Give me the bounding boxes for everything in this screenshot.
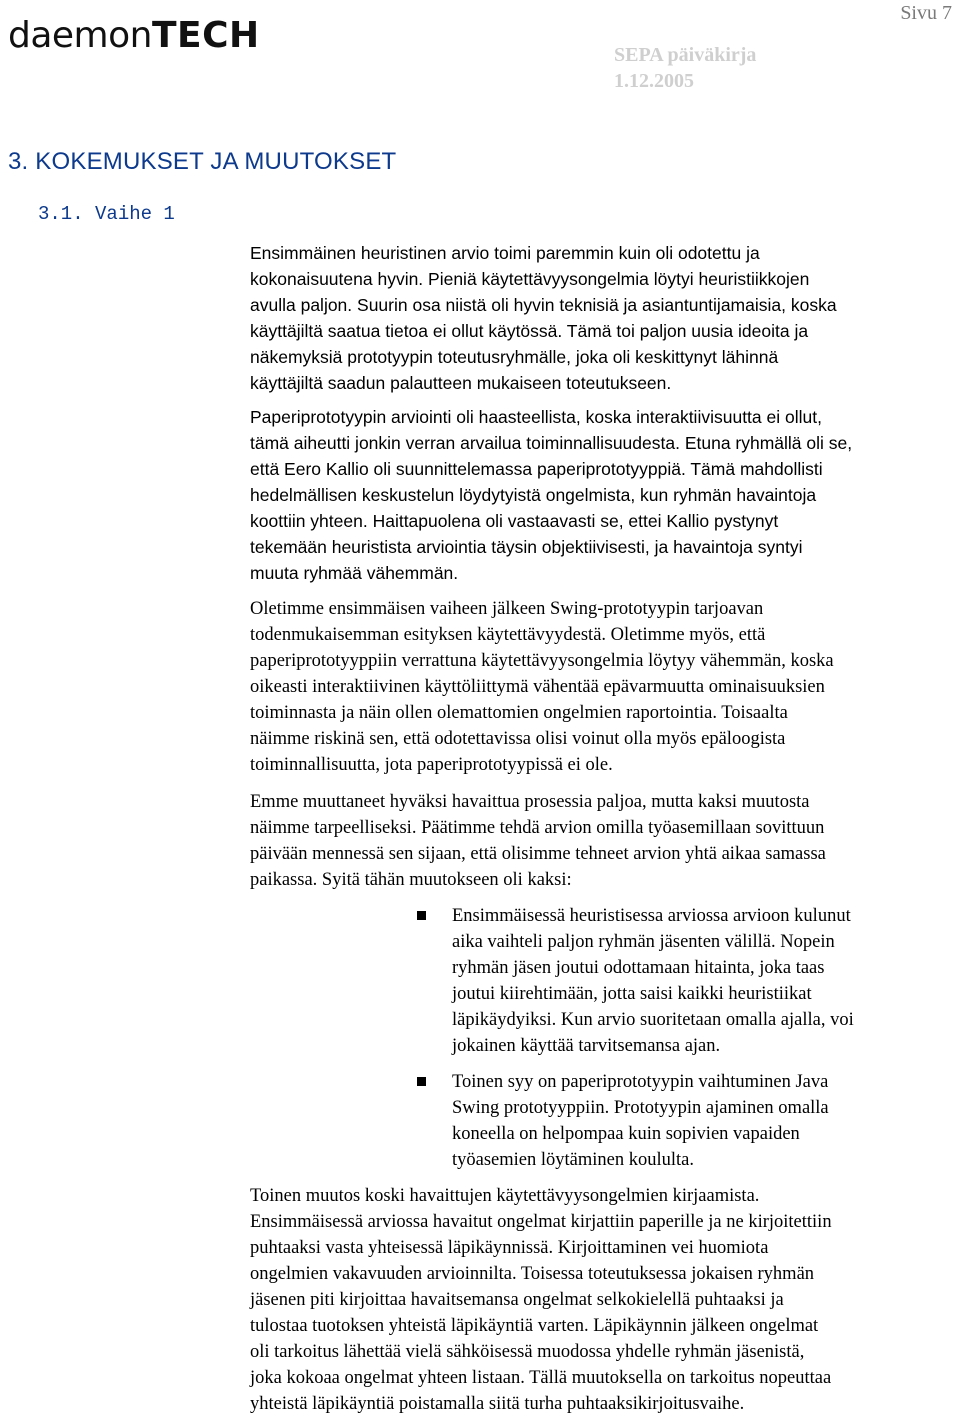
text-line: tämä aiheutti jonkin verran arvailua toiminnallisuudesta. Etuna ryhmällä oli se, — [250, 433, 853, 453]
text-line: toiminnallisuutta, jota paperiprototyypissä ei ole. — [250, 755, 613, 775]
bullet-square-icon — [417, 911, 426, 920]
paragraph-2 — [250, 404, 960, 586]
text-line: joutui kiirehtimään, jotta saisi kaikki heuristiikat — [452, 984, 812, 1004]
document-date: 1.12.2005 — [614, 70, 694, 92]
page-number: Sivu 7 — [900, 2, 952, 24]
text-line: työasemien löytäminen koululta. — [452, 1150, 694, 1170]
bullet-item-2 — [452, 1069, 952, 1173]
text-line: aika vaihteli paljon ryhmän jäsenten välillä. Nopein — [452, 932, 835, 952]
text-line: ongelmien vakavuuden arvioinnilta. Toisessa toteutuksessa jokaisen ryhmän — [250, 1264, 815, 1284]
text-line: hedelmällisen keskustelun löydytyistä ongelmista, kun ryhmän havaintoja — [250, 485, 817, 505]
text-line: Toinen syy on paperiprototyypin vaihtuminen Java — [452, 1072, 829, 1092]
text-line: paperiprototyyppiin verrattuna käytettävyysongelmia löytyy vähemmän, koska — [250, 651, 834, 671]
text-line: Paperiprototyypin arviointi oli haasteellista, koska interaktiivisuutta ei ollut, — [250, 407, 822, 427]
text-line: koottiin yhteen. Haittapuolena oli vastaavasti se, ettei Kallio pystynyt — [250, 511, 779, 531]
text-line: joka kokoaa ongelmat yhteen listaan. Tällä muutoksella on tarkoitus nopeuttaa — [250, 1368, 832, 1388]
text-line: kokonaisuutena hyvin. Pieniä käytettävyysongelmia löytyi heuristiikkojen — [250, 269, 810, 289]
text-line: Ensimmäinen heuristinen arvio toimi paremmin kuin oli odotettu ja — [250, 243, 760, 263]
text-line: näimme riskinä sen, että odotettavissa olisi voinut olla myös epäloogista — [250, 729, 786, 749]
text-line: että Eero Kallio oli suunnittelemassa paperiprototyyppiä. Tämä mahdollisti — [250, 459, 823, 479]
text-line: paikassa. Syitä tähän muutokseen oli kaksi: — [250, 870, 572, 890]
text-line: käyttäjiltä saadun palautteen mukaiseen toteutukseen. — [250, 373, 672, 393]
text-line: tulostaa tuotoksen yhteistä läpikäyntiä varten. Läpikäynnin jälkeen ongelmat — [250, 1316, 819, 1336]
text-line: läpikäydyiksi. Kun arvio suoritetaan omalla ajalla, voi — [452, 1010, 854, 1030]
text-line: jäsenen piti kirjoittaa havaitsemansa ongelmat selkokielellä puhtaaksi ja — [250, 1290, 784, 1310]
text-line: oli tarkoitus lähettää vielä sähköisessä muodossa yhdelle ryhmän jäsenistä, — [250, 1342, 805, 1362]
text-line: yhteistä läpikäyntiä poistamalla siitä turha puhtaaksikirjoitusvaihe. — [250, 1394, 745, 1414]
text-line: päivään mennessä sen sijaan, että olisimme tehneet arvion yhtä aikaa samassa — [250, 844, 826, 864]
text-line: todenmukaisemman esityksen käytettävyydestä. Oletimme myös, että — [250, 625, 766, 645]
company-logo: daemonTECH — [8, 15, 260, 56]
subsection-heading: 3.1. Vaihe 1 — [38, 203, 175, 225]
closing-paragraph — [250, 1183, 960, 1417]
document-title — [614, 42, 756, 94]
text-line: koneella on helpompaa kuin sopivien vapaiden — [452, 1124, 800, 1144]
bullet-item-1 — [452, 903, 952, 1059]
bullet-square-icon — [417, 1077, 426, 1086]
text-line: Ensimmäisessä arviossa havaitut ongelmat kirjattiin paperille ja ne kirjoitettiin — [250, 1212, 832, 1232]
text-line: näimme tarpeelliseksi. Päätimme tehdä arvion omilla työasemillaan sovittuun — [250, 818, 825, 838]
document-title-text: SEPA päiväkirja — [614, 44, 757, 66]
text-line: Toinen muutos koski havaittujen käytettävyysongelmien kirjaamista. — [250, 1186, 760, 1206]
section-heading: 3. KOKEMUKSET JA MUUTOKSET — [8, 148, 397, 175]
text-line: jokainen käyttää tarvitsemansa ajan. — [452, 1036, 721, 1056]
text-line: puhtaaksi vasta yhteisessä läpikäynnissä. Kirjoittaminen vei huomiota — [250, 1238, 769, 1258]
text-line: näkemyksiä prototyypin toteutusryhmälle, joka oli keskittynyt lähinnä — [250, 347, 779, 367]
paragraph-3 — [250, 596, 960, 778]
text-line: Ensimmäisessä heuristisessa arviossa arvioon kulunut — [452, 906, 851, 926]
paragraph-4 — [250, 789, 960, 893]
text-line: ryhmän jäsen joutui odottamaan hitainta, joka taas — [452, 958, 825, 978]
text-line: Emme muuttaneet hyväksi havaittua prosessia paljoa, mutta kaksi muutosta — [250, 792, 810, 812]
text-line: toiminnasta ja näin ollen olemattomien ongelmien raportointia. Toisaalta — [250, 703, 788, 723]
text-line: tekemään heuristista arviointia täysin objektiivisesti, ja havaintoja syntyi — [250, 537, 803, 557]
text-line: oikeasti interaktiivinen käyttöliittymä vähentää epävarmuutta ominaisuuksien — [250, 677, 825, 697]
paragraph-1 — [250, 240, 960, 396]
text-line: Oletimme ensimmäisen vaiheen jälkeen Swing-prototyypin tarjoavan — [250, 599, 764, 619]
text-line: avulla paljon. Suurin osa niistä oli hyvin teknisiä ja asiantuntijamaisia, koska — [250, 295, 837, 315]
text-line: käyttäjiltä saatua tietoa ei ollut käytössä. Tämä toi paljon uusia ideoita ja — [250, 321, 809, 341]
text-line: muuta ryhmää vähemmän. — [250, 563, 459, 583]
text-line: Swing prototyyppiin. Prototyypin ajaminen omalla — [452, 1098, 829, 1118]
